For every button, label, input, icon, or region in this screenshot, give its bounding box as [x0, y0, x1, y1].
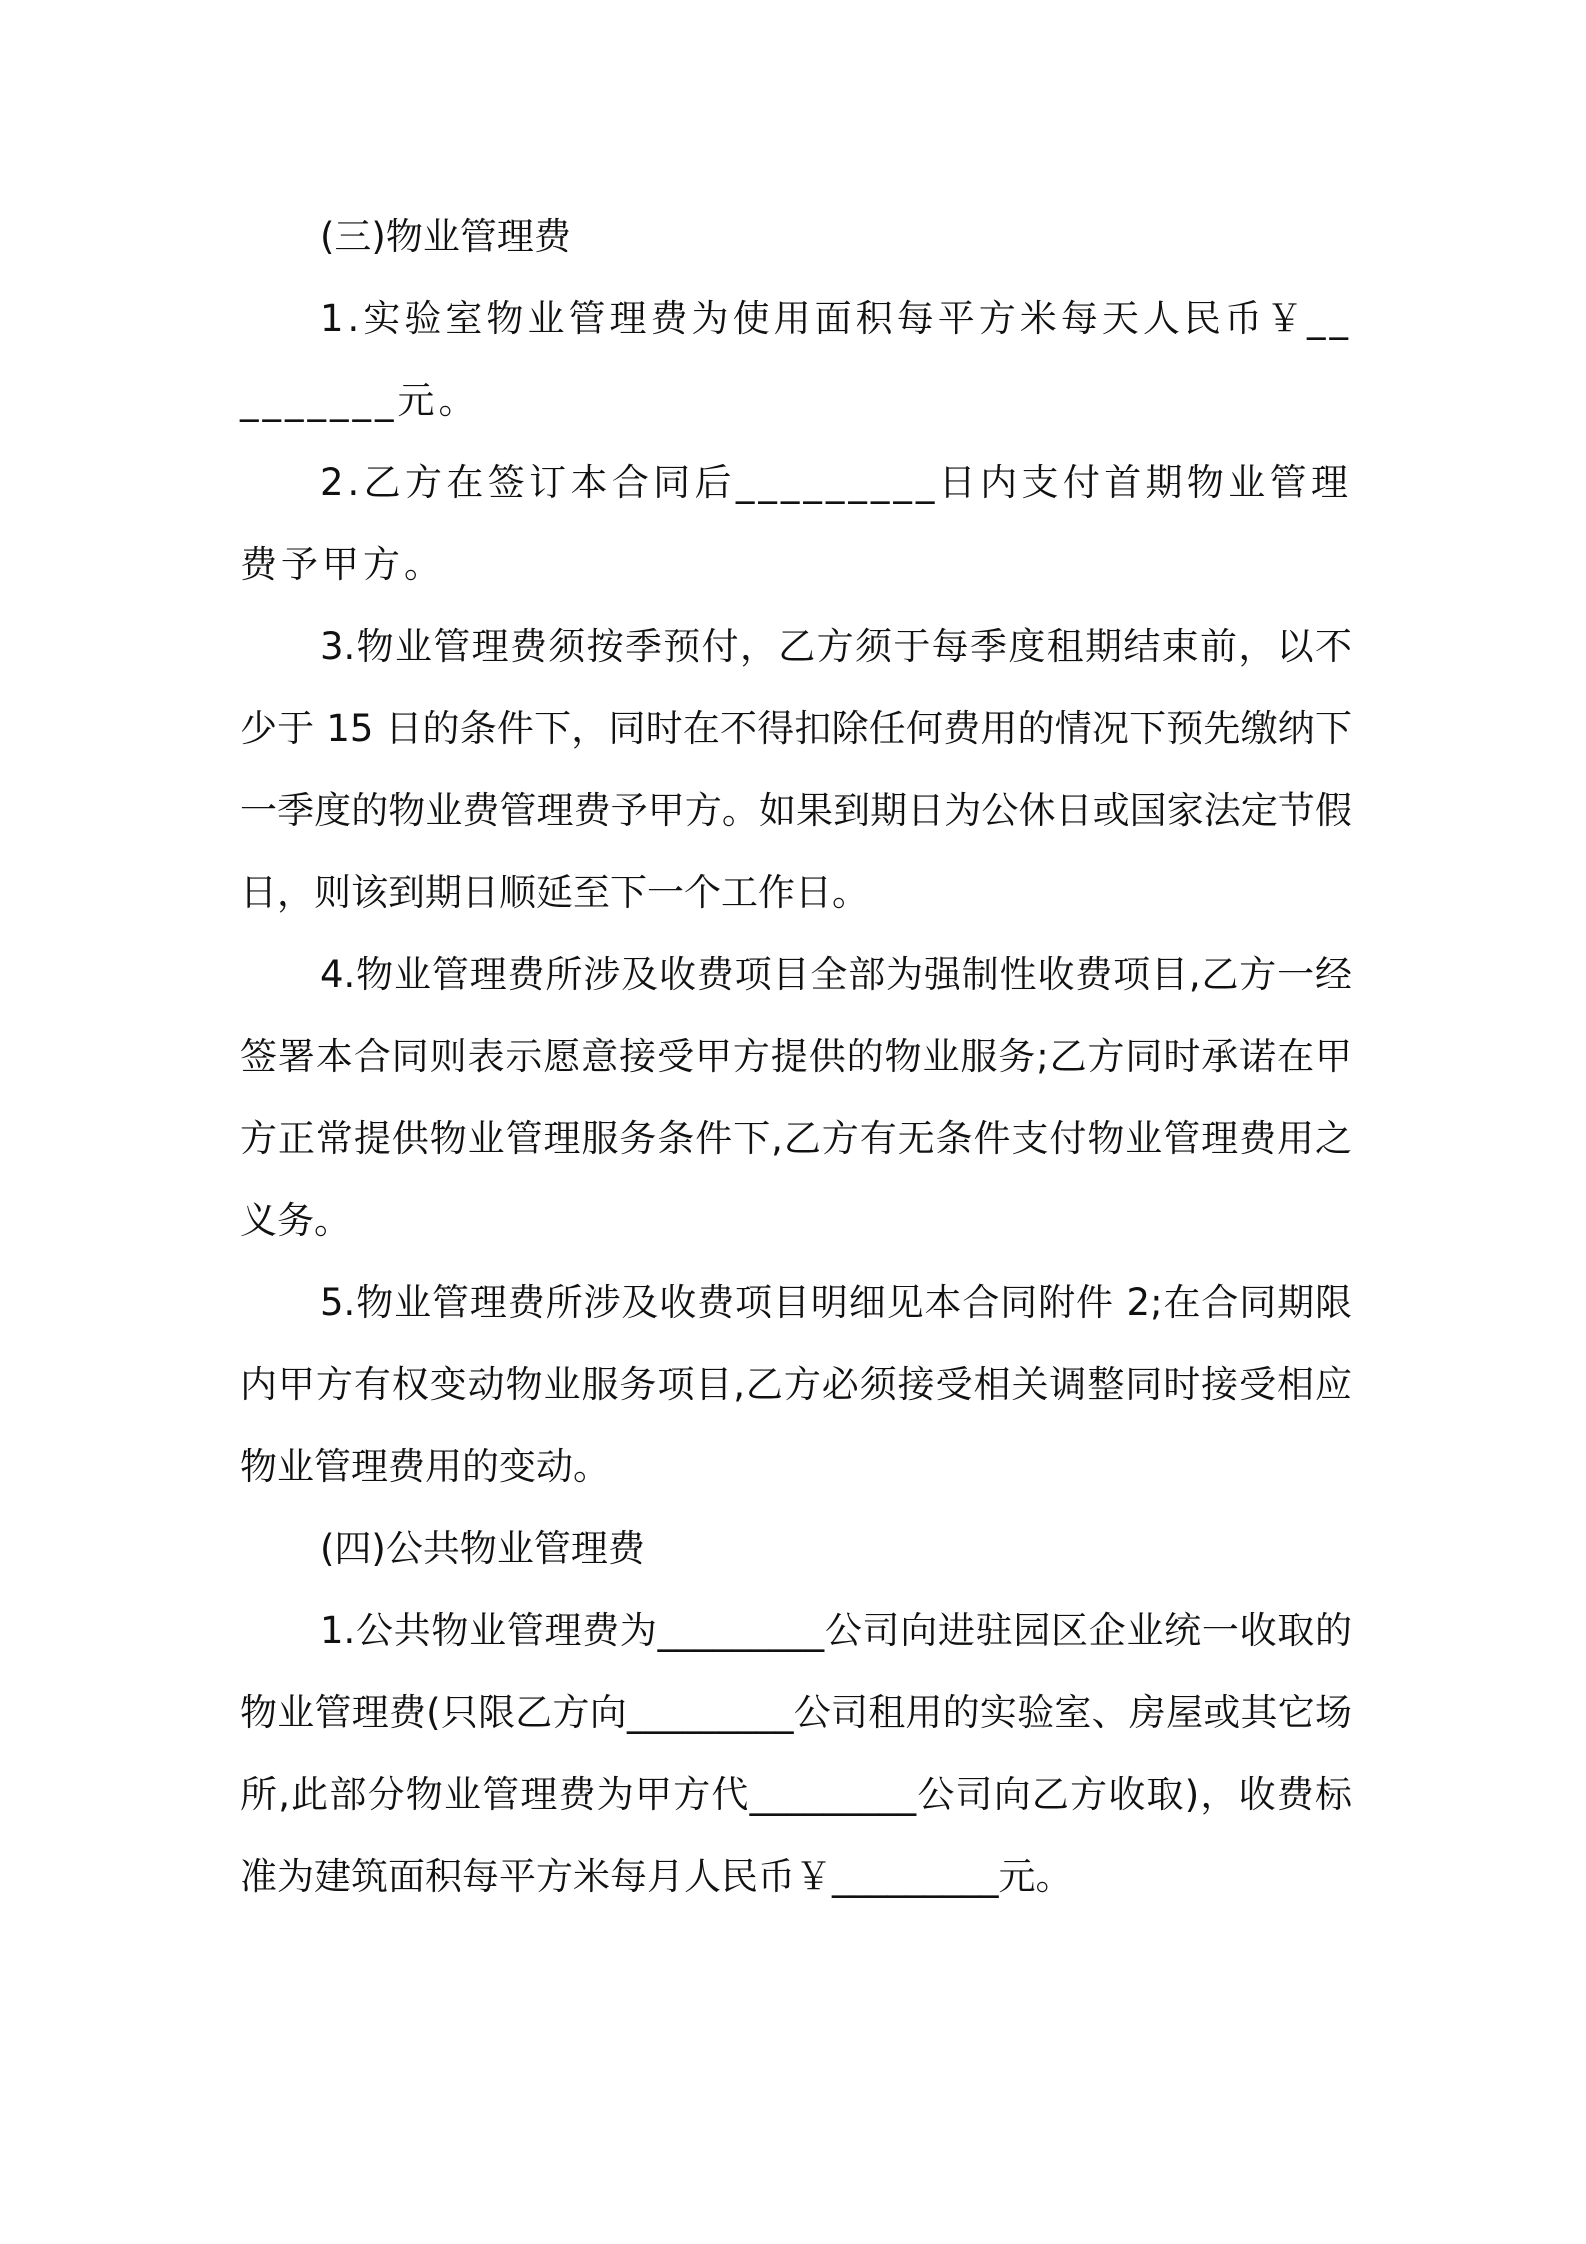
section-3-clause-1: 1.实验室物业管理费为使用面积每平方米每天人民币￥_________元。: [240, 297, 1352, 422]
section-4-heading: (四)公共物业管理费: [320, 1527, 645, 1570]
section-3-clause-5: 5.物业管理费所涉及收费项目明细见本合同附件 2;在合同期限内甲方有权变动物业服务项目,乙方必须接受相关调整同时接受相应物业管理费用的变动。: [240, 1281, 1352, 1488]
document-page: [240, 196, 1352, 1918]
section-3-clause-2: 2.乙方在签订本合同后_________日内支付首期物业管理费予甲方。: [240, 461, 1352, 586]
section-3-heading: (三)物业管理费: [320, 215, 571, 258]
section-4-clause-1: 1.公共物业管理费为_________公司向进驻园区企业统一收取的物业管理费(只限乙方向_________公司租用的实验室、房屋或其它场所,此部分物业管理费为甲方代_________公司向乙方收取)，收费标准为建筑面积每平方米每月人民币￥_________元。: [240, 1609, 1352, 1898]
section-3-clause-3: 3.物业管理费须按季预付，乙方须于每季度租期结束前，以不少于 15 日的条件下，同时在不得扣除任何费用的情况下预先缴纳下一季度的物业费管理费予甲方。如果到期日为公休日或国家法定节假日，则该到期日顺延至下一个工作日。: [240, 625, 1352, 914]
section-3-clause-4: 4.物业管理费所涉及收费项目全部为强制性收费项目,乙方一经签署本合同则表示愿意接受甲方提供的物业服务;乙方同时承诺在甲方正常提供物业管理服务条件下,乙方有无条件支付物业管理费用之义务。: [240, 953, 1352, 1242]
